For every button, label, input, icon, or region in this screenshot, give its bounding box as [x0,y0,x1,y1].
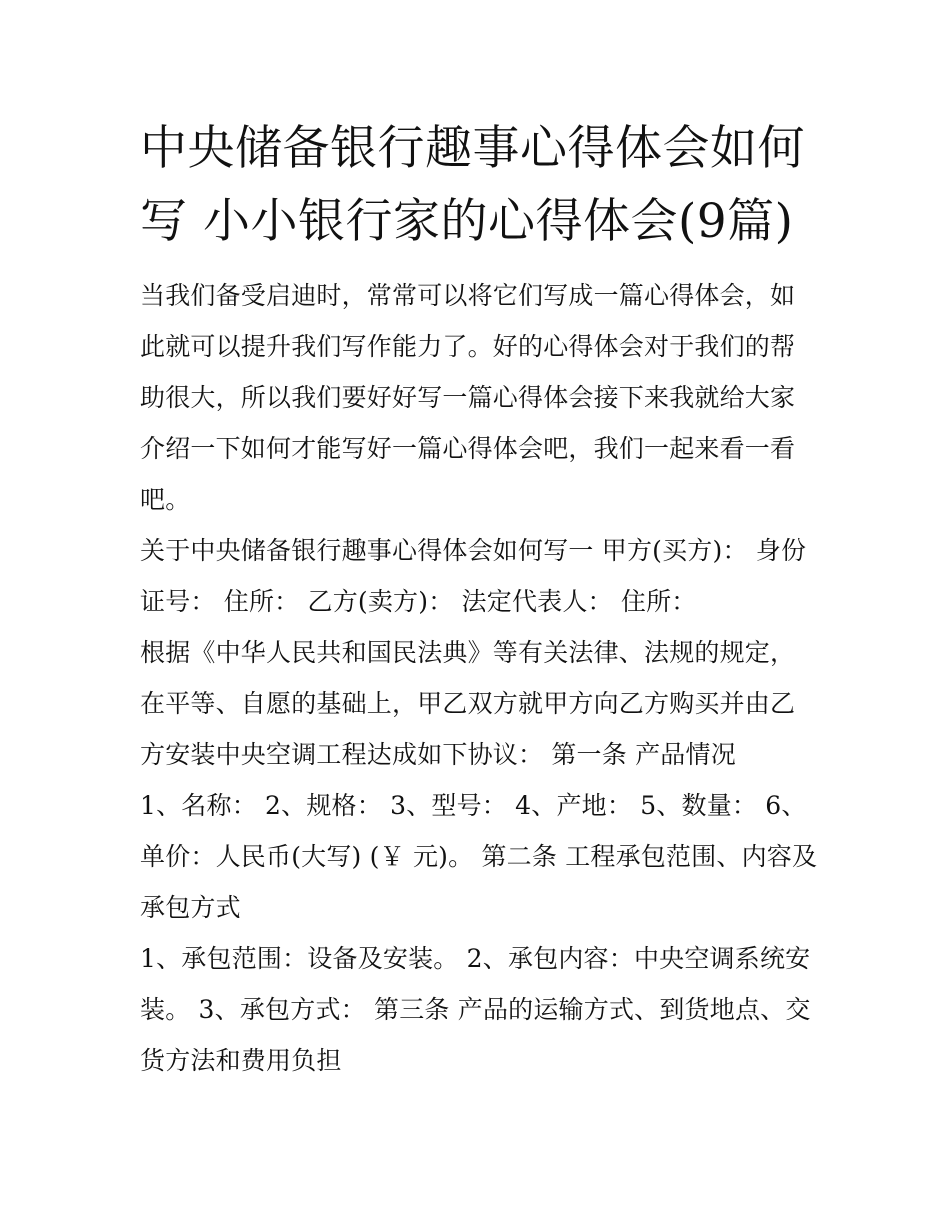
contract-scope-paragraph: 1、承包范围：设备及安装。 2、承包内容：中央空调系统安装。 3、承包方式： 第三条 产品的运输方式、到货地点、交货方法和费用负担 [140,944,811,1075]
legal-basis-paragraph: 根据《中华人民共和国民法典》等有关法律、法规的规定，在平等、自愿的基础上，甲乙双方就甲方向乙方购买并由乙方安装中央空调工程达成如下协议： 第一条 产品情况 [140,638,796,769]
document-title: 中央储备银行趣事心得体会如何写 小小银行家的心得体会(9篇) [140,121,805,249]
document-page [140,112,820,1086]
intro-paragraph: 当我们备受启迪时，常常可以将它们写成一篇心得体会，如此就可以提升我们写作能力了。好的心得体会对于我们的帮助很大，所以我们要好好写一篇心得体会接下来我就给大家介绍一下如何才能写好一篇心得体会吧，我们一起来看一看吧。 [140,281,796,514]
parties-paragraph: 关于中央储备银行趣事心得体会如何写一 甲方(买方)： 身份证号： 住所： 乙方(卖方)： 法定代表人： 住所： [140,536,807,616]
product-info-paragraph: 1、名称： 2、规格： 3、型号： 4、产地： 5、数量： 6、单价：人民币(大写) (￥ 元)。 第二条 工程承包范围、内容及承包方式 [140,791,818,922]
document-body [140,270,820,1086]
